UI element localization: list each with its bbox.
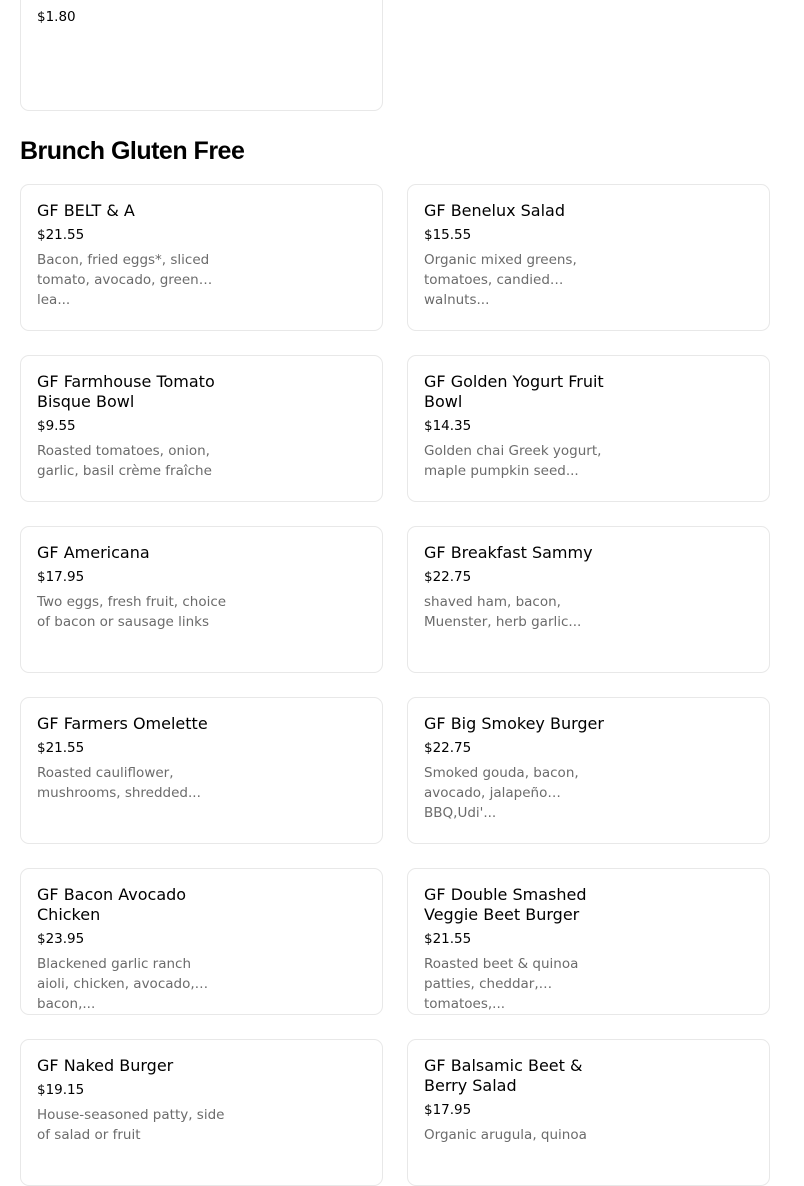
menu-item-card[interactable]: [407, 355, 770, 502]
item-price: $22.75: [424, 569, 472, 585]
item-name: GF Farmers Omelette: [37, 714, 208, 733]
item-name: GF Golden Yogurt Fruit Bowl: [424, 372, 604, 411]
item-price: $23.95: [37, 931, 85, 947]
item-price: $17.95: [424, 1102, 472, 1118]
item-price: $22.75: [424, 740, 472, 756]
item-price: $14.35: [424, 418, 472, 434]
menu-item-card[interactable]: [20, 184, 383, 331]
item-price: $19.15: [37, 1082, 85, 1098]
item-description: Bacon, fried eggs*, sliced tomato, avocado, green lea...: [37, 252, 210, 308]
item-name: GF Americana: [37, 543, 150, 562]
menu-item-card[interactable]: [407, 184, 770, 331]
item-name: GF Farmhouse Tomato Bisque Bowl: [37, 372, 215, 411]
item-price: $17.95: [37, 569, 85, 585]
item-description: Roasted tomatoes, onion, garlic, basil crème fraîche: [37, 443, 212, 479]
item-description: Roasted cauliflower, mushrooms, shredded...: [37, 765, 201, 801]
menu-item-card[interactable]: [407, 526, 770, 673]
menu-item-card[interactable]: [20, 355, 383, 502]
item-name: GF Double Smashed Veggie Beet Burger: [424, 885, 587, 924]
menu-item-card[interactable]: [407, 1039, 770, 1186]
item-price: $21.55: [424, 931, 472, 947]
item-description: Two eggs, fresh fruit, choice of bacon or sausage links: [37, 594, 227, 630]
item-price: $9.55: [37, 418, 76, 434]
menu-item-card[interactable]: [20, 526, 383, 673]
item-description: shaved ham, bacon, Muenster, herb garlic...: [424, 594, 582, 630]
item-description: Roasted beet & quinoa patties, cheddar, tomatoes,...: [424, 956, 579, 1012]
item-price: $1.80: [37, 9, 76, 25]
section-title: Brunch Gluten Free: [20, 137, 245, 165]
menu-item-card[interactable]: [407, 868, 770, 1015]
menu-item-card-previous[interactable]: [20, 0, 383, 111]
item-description: Organic arugula, quinoa: [424, 1127, 587, 1143]
item-price: $21.55: [37, 227, 85, 243]
item-description: Smoked gouda, bacon, avocado, jalapeño BBQ,Udi'...: [424, 765, 579, 821]
item-description: Blackened garlic ranch aioli, chicken, avocado, bacon,...: [37, 956, 195, 1012]
item-name: GF BELT & A: [37, 201, 135, 220]
item-price: $15.55: [424, 227, 472, 243]
menu-item-card[interactable]: [20, 868, 383, 1015]
item-description: House-seasoned patty, side of salad or fruit: [37, 1107, 225, 1143]
menu-item-card[interactable]: [20, 697, 383, 844]
item-name: GF Breakfast Sammy: [424, 543, 593, 562]
item-name: GF Naked Burger: [37, 1056, 174, 1075]
item-description: Golden chai Greek yogurt, maple pumpkin seed...: [424, 443, 602, 479]
menu-item-card[interactable]: [20, 1039, 383, 1186]
menu-item-card[interactable]: [407, 697, 770, 844]
item-name: GF Balsamic Beet & Berry Salad: [424, 1056, 583, 1095]
item-price: $21.55: [37, 740, 85, 756]
item-description: Organic mixed greens, tomatoes, candied walnuts...: [424, 252, 577, 308]
item-name: GF Big Smokey Burger: [424, 714, 604, 733]
item-name: GF Benelux Salad: [424, 201, 565, 220]
item-name: GF Bacon Avocado Chicken: [37, 885, 187, 924]
